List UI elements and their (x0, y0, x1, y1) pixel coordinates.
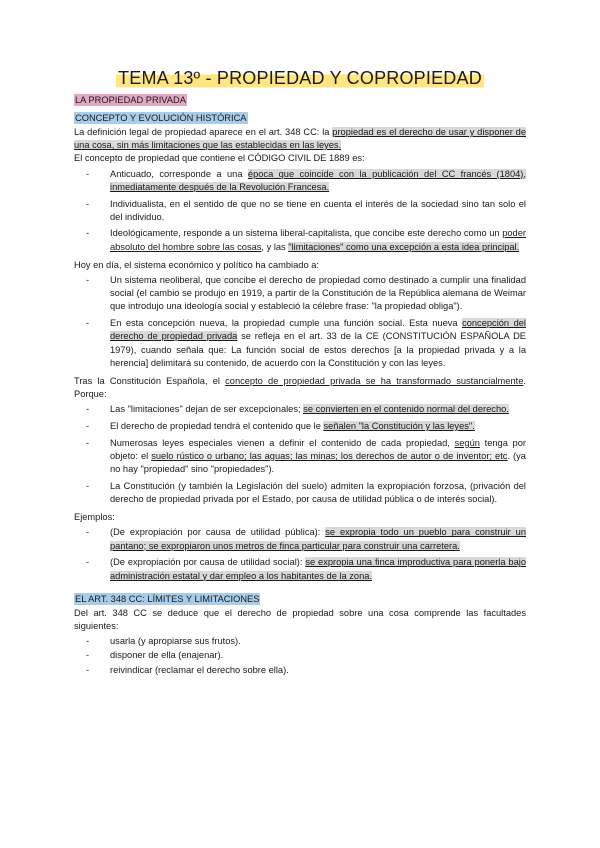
text-segment: . (ya no hay "propiedad" sino "propiedades"). (110, 450, 526, 475)
text-segment: El derecho de propiedad tendrá el contenido que le (110, 421, 324, 432)
text-segment: Individualista, en el sentido de que no se tiene en cuenta el interés de la sociedad sino tan solo el del individuo. (110, 198, 526, 222)
underlined-text: concepto de propiedad privada se ha transformado sustancialmente (225, 375, 524, 386)
paragraph-ejemplos: Ejemplos: (74, 512, 115, 523)
text-segment: Anticuado, corresponde a una (110, 168, 248, 179)
text-segment: La definición legal de propiedad aparece en el art. 348 CC: la (74, 127, 333, 137)
paragraph-art-348: Del art. 348 CC se deduce que el derecho de propiedad sobre una cosa comprende las facultades siguientes: (74, 607, 526, 631)
text-segment: En esta concepción nueva, la propiedad cumple una función social. Esta nueva (110, 318, 463, 329)
text-segment: Tras la Constitución Española, el (74, 375, 226, 386)
list-item (74, 420, 526, 433)
highlighted-text: se convierten en el contenido normal del derecho. (303, 404, 509, 415)
section-heading-label: LA PROPIEDAD PRIVADA (75, 95, 186, 105)
text-segment: (De expropiación por causa de utilidad social): (110, 557, 306, 568)
text-segment: , y las (261, 241, 289, 252)
highlighted-text: "limitaciones" como una excepción a esta idea principal. (288, 241, 520, 252)
subsection-heading-label: EL ART. 348 CC: LÍMITES Y LIMITACIONES (75, 593, 260, 604)
list-item (74, 437, 526, 477)
document-title: TEMA 13º - PROPIEDAD Y COPROPIEDAD (118, 68, 482, 88)
paragraph-definicion (74, 126, 526, 152)
subsection-heading-label: CONCEPTO Y EVOLUCIÓN HISTÓRICA (75, 113, 247, 123)
highlighted-text: suelo rústico o urbano; las aguas; las minas; los derechos de autor o de inventor; etc (151, 450, 508, 461)
list-item (74, 227, 526, 253)
text-segment: se refleja en el art. 33 de la CE (CONSTITUCIÓN ESPAÑOLA DE 1979), cuando señala que: La función social de estos derechos [a la propiedad privada y a la herencia] delimitará su contenido, de acuerdo con la Constitución y con las leyes. (110, 331, 526, 368)
highlighted-text: se expropia una finca improductiva para ponerla bajo administración estatal y dar empleo a los habitantes de la zona. (110, 557, 526, 581)
subsection-heading-concepto (74, 108, 526, 126)
list-item (74, 556, 526, 582)
list-item (74, 168, 526, 194)
paragraph-hoy-en-dia: Hoy en día, el sistema económico y político ha cambiado a: (74, 259, 319, 270)
list-item (74, 526, 526, 552)
list-concepto-cc (74, 168, 526, 254)
underlined-text: poder absoluto del hombre sobre las cosas (110, 228, 526, 252)
list-item: - disponer de ella (enajenar). (74, 649, 526, 662)
section-heading-propiedad-privada (74, 90, 526, 108)
list-item: - reivindicar (reclamar el derecho sobre ella). (74, 664, 526, 677)
paragraph-tras-constitucion (74, 375, 526, 401)
text-segment: Las "limitaciones" dejan de ser excepcionales; (110, 404, 304, 415)
highlighted-text: época que coincide con la publicación del CC francés (1804), inmediatamente después de la Revolución Francesa. (110, 168, 526, 192)
highlighted-definition: propiedad es el derecho de usar y disponer de una cosa, sin más limitaciones que las establecidas en las leyes. (74, 127, 526, 151)
list-item (74, 480, 526, 506)
list-item: - usarla (y apropiarse sus frutos). (74, 635, 526, 648)
text-segment: Numerosas leyes especiales vienen a definir el contenido de cada propiedad, (110, 437, 455, 448)
text-segment: . Porque: (74, 375, 526, 400)
list-ejemplos (74, 526, 526, 582)
list-item (74, 274, 526, 314)
list-item (74, 198, 526, 224)
text-segment: Ideológicamente, responde a un sistema liberal-capitalista, que concibe este derecho como un (110, 228, 503, 239)
highlighted-text: concepción del derecho de propiedad privada (110, 318, 526, 342)
highlighted-text: se expropia todo un pueblo para construir un pantano; se expropiaron unos metros de finca particular para construir una carretera. (110, 527, 527, 551)
list-item (74, 317, 526, 370)
text-segment: (De expropiación por causa de utilidad pública): (110, 527, 326, 538)
list-item (74, 403, 526, 416)
list-transformacion (74, 403, 526, 506)
list-sistema-actual (74, 274, 526, 370)
text-segment: La Constitución (y también la Legislación del suelo) admiten la expropiación forzosa, (privación del derecho de propiedad privada por el Estado, por causa de utilidad pública o de interés social). (110, 480, 526, 505)
text-segment: Un sistema neoliberal, que concibe el derecho de propiedad como destinado a cumplir una finalidad social (el cambio se produjo en 1919, a partir de la Constitución de la República alemana de Weimar que introdujo una ideología social y estableció la célebre frase: "la propiedad obliga"). (110, 275, 526, 312)
list-facultades (74, 635, 526, 677)
text-segment: tenga por objeto: el (110, 437, 526, 461)
subsection-heading-limites (74, 589, 526, 607)
title-wrapper (74, 68, 526, 89)
paragraph-concepto-cc: El concepto de propiedad que contiene el CÓDIGO CIVIL DE 1889 es: (74, 153, 365, 164)
underlined-text: según (454, 437, 480, 448)
highlighted-text: señalen "la Constitución y las leyes". (323, 421, 475, 432)
